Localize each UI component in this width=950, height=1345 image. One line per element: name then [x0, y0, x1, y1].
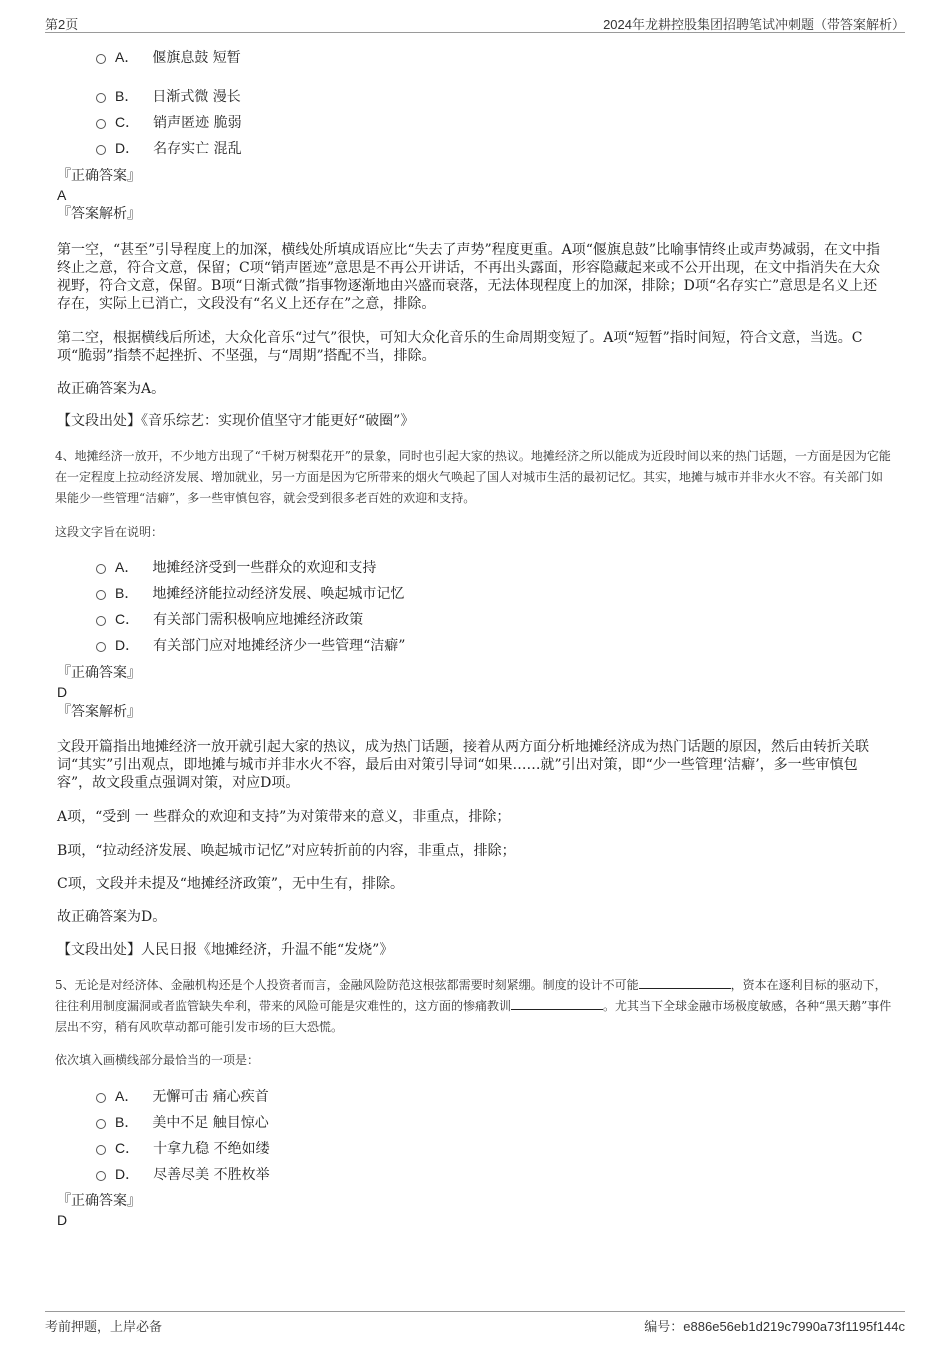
radio-icon[interactable] [96, 1093, 106, 1103]
q3-analysis-paragraph-1: 第一空，“甚至”引导程度上的加深，横线处所填成语应比“失去了声势”程度更重。A项“偃旗息鼓”比喻事情终止或声势减弱，在文中指终止之意，符合文意，保留；C项“销声匿迹”意思是不再公开讲话，不再出头露面，形容隐藏起来或不公开出现，在文中指消失在大众视野，符合文意，保留。B项“日渐式微”指事物逐渐地由兴盛而衰落，无法体现程度上的加深，排除；D项“名存实亡”意思是名义上还存在，实际上已消亡，文段没有“名义上还存在”之意，排除。 [57, 242, 881, 312]
q3-answer-label: 『正确答案』 [57, 168, 141, 184]
radio-icon[interactable] [96, 616, 106, 626]
q4-analysis-label: 『答案解析』 [57, 704, 141, 720]
q4-analysis-option-b: B项，“拉动经济发展、唤起城市记忆”对应转折前的内容，非重点，排除； [57, 843, 516, 859]
page-footer [45, 1311, 905, 1334]
q4-analysis-option-c: C项，文段并未提及“地摊经济政策”，无中生有，排除。 [57, 876, 405, 892]
q3-option-d[interactable]: D． 名存实亡 混乱 [96, 138, 242, 158]
radio-icon[interactable] [96, 1119, 106, 1129]
radio-icon[interactable] [96, 642, 106, 652]
q4-option-b[interactable]: B． 地摊经济能拉动经济发展、唤起城市记忆 [96, 583, 404, 603]
q3-source: 【文段出处】《音乐综艺：实现价值坚守才能更好“破圈”》 [57, 413, 415, 429]
q3-option-c[interactable]: C． 销声匿迹 脆弱 [96, 112, 242, 132]
q4-answer-label: 『正确答案』 [57, 665, 141, 681]
answer-blank [511, 997, 603, 1010]
q3-option-b[interactable]: B． 日渐式微 漫长 [96, 86, 241, 106]
q3-answer: A [57, 187, 67, 203]
q4-question: 4、地摊经济一放开，不少地方出现了“千树万树梨花开”的景象，同时也引起大家的热议。地摊经济之所以能成为近段时间以来的热门话题，一方面是因为它能在一定程度上拉动经济发展、增加就业，另一方面是因为它所带来的烟火气唤起了国人对城市生活的最初记忆。其实，地摊与城市并非水火不容。有关部门如果能少一些管理“洁癖”，多一些审慎包容，就会受到很多老百姓的欢迎和支持。 [55, 449, 891, 505]
q4-prompt: 这段文字旨在说明： [55, 525, 164, 539]
radio-icon[interactable] [96, 1145, 106, 1155]
radio-icon[interactable] [96, 119, 106, 129]
q5-question: 5、无论是对经济体、金融机构还是个人投资者而言，金融风险防范这根弦都需要时刻紧绷。制度的设计不可能 ，资本在逐利目标的驱动下，往往利用制度漏洞或者监管缺失牟利，带来的风险可能是灾难性的，这方面的惨痛教训 。尤其当下全球金融市场极度敏感，各种“黑天鹅”事件层出不穷，稍有风吹草动都可能引发市场的巨大恐慌。 [55, 978, 892, 1034]
document-title: 2024年龙耕控股集团招聘笔试冲刺题（带答案解析） [603, 17, 905, 32]
q3-analysis-paragraph-2: 第二空，根据横线后所述，大众化音乐“过气”很快，可知大众化音乐的生命周期变短了。A项“短暂”指时间短，符合文意，当选。C项“脆弱”指禁不起挫折、不坚强，与“周期”搭配不当，排除。 [57, 330, 863, 364]
q5-option-d[interactable]: D． 尽善尽美 不胜枚举 [96, 1164, 270, 1184]
q4-option-d[interactable]: D． 有关部门应对地摊经济少一些管理“洁癖” [96, 635, 405, 655]
q4-analysis-conclusion: 故正确答案为D。 [57, 909, 167, 925]
q3-option-a[interactable]: A． 偃旗息鼓 短暂 [96, 47, 241, 67]
answer-blank [639, 976, 731, 989]
q5-answer-label: 『正确答案』 [57, 1193, 141, 1209]
radio-icon[interactable] [96, 54, 106, 64]
q4-analysis-paragraph-1: 文段开篇指出地摊经济一放开就引起大家的热议，成为热门话题，接着从两方面分析地摊经济成为热门话题的原因，然后由转折关联词“其实”引出观点，即地摊与城市并非水火不容，最后由对策引导词“如果……就”引出对策，即“少一些管理‘洁癖’，多一些审慎包容”，故文段重点强调对策，对应D项。 [57, 739, 869, 791]
q5-answer: D [57, 1212, 68, 1228]
q4-analysis-option-a: A项，“受到 一 些群众的欢迎和支持”为对策带来的意义，非重点，排除； [57, 809, 511, 825]
q5-option-b[interactable]: B． 美中不足 触目惊心 [96, 1112, 269, 1132]
q5-option-c[interactable]: C． 十拿九稳 不绝如缕 [96, 1138, 270, 1158]
footer-slogan: 考前押题，上岸必备 [45, 1319, 163, 1334]
page-number: 第2页 [45, 17, 79, 32]
q5-prompt: 依次填入画横线部分最恰当的一项是： [55, 1053, 260, 1067]
q3-analysis-label: 『答案解析』 [57, 206, 141, 222]
radio-icon[interactable] [96, 1171, 106, 1181]
q4-option-a[interactable]: A． 地摊经济受到一些群众的欢迎和支持 [96, 557, 376, 577]
q5-option-a[interactable]: A． 无懈可击 痛心疾首 [96, 1086, 269, 1106]
page-header [45, 12, 905, 33]
q3-analysis-conclusion: 故正确答案为A。 [57, 381, 166, 397]
radio-icon[interactable] [96, 590, 106, 600]
document-id: 编号：e886e56eb1d219c7990a73f1195f144c [644, 1319, 905, 1334]
radio-icon[interactable] [96, 93, 106, 103]
q4-source: 【文段出处】人民日报《地摊经济，升温不能“发烧”》 [57, 942, 394, 958]
radio-icon[interactable] [96, 145, 106, 155]
q4-option-c[interactable]: C． 有关部门需积极响应地摊经济政策 [96, 609, 363, 629]
radio-icon[interactable] [96, 564, 106, 574]
q4-answer: D [57, 684, 68, 700]
